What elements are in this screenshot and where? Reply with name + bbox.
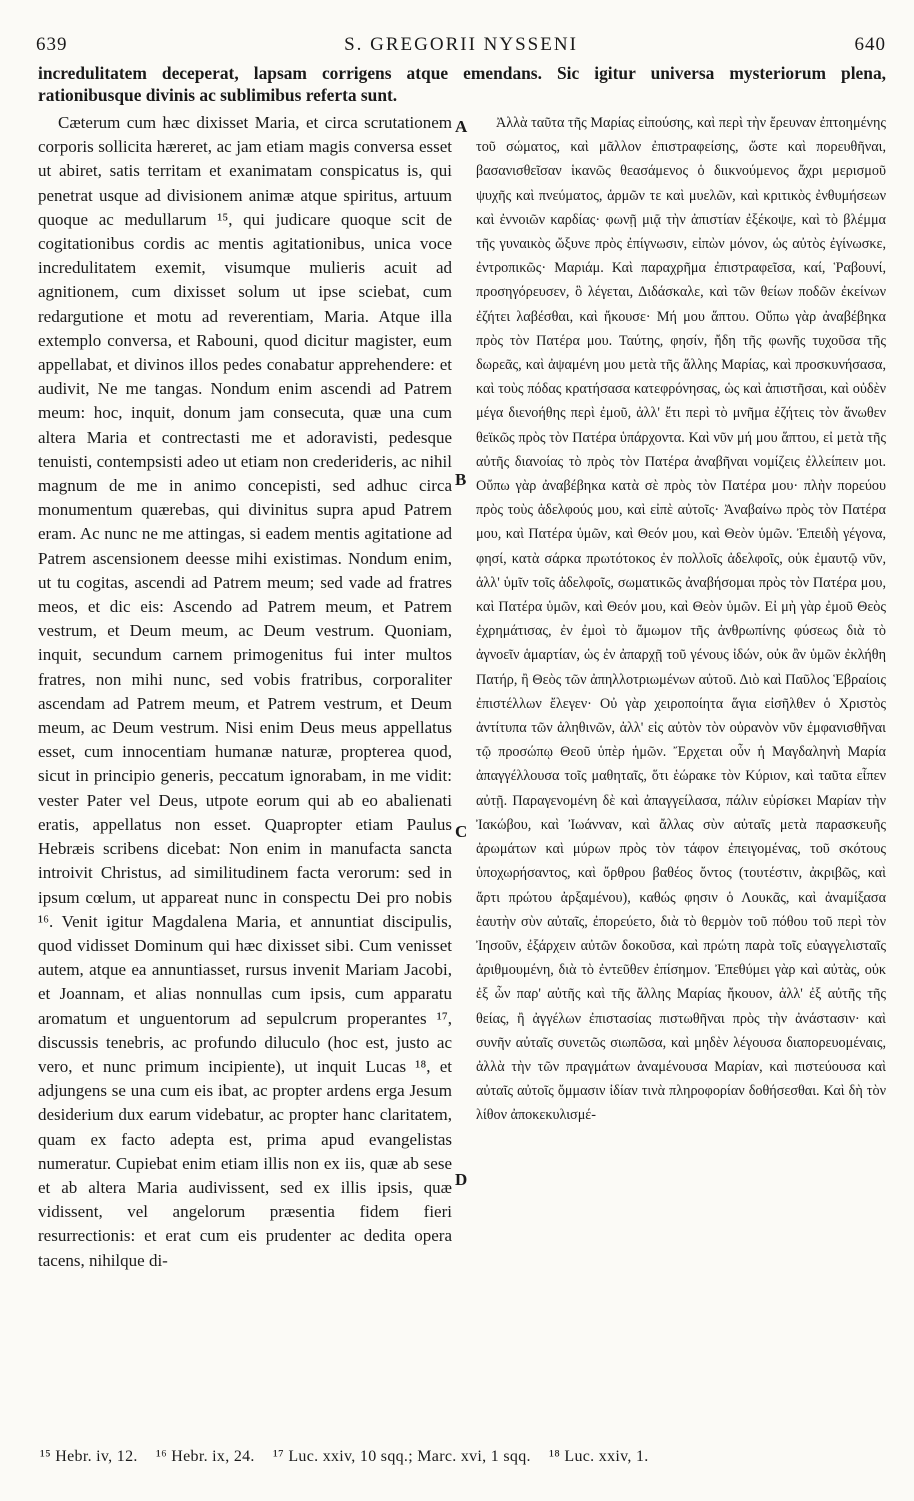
footnote: ¹⁷ Luc. xxiv, 10 sqq.; Marc. xvi, 1 sqq. <box>273 1448 531 1465</box>
running-header <box>36 34 886 62</box>
page-number-left: 639 <box>36 34 68 55</box>
margin-marker-c: C <box>455 822 468 841</box>
margin-marker-a: A <box>455 117 468 136</box>
footnotes <box>40 1448 874 1466</box>
footnote: ¹⁸ Luc. xxiv, 1. <box>549 1448 649 1465</box>
margin-marker-d: D <box>455 1170 468 1189</box>
latin-text: Cæterum cum hæc dixisset Maria, et circa scrutationem corporis sollicita hæreret, ac jam etiam magis conversa esset ut abiret, satis territam et exanimatam conspicatus is, qui penetrat usque ad divisionem animæ atque spiritus, artuum quoque ac medullarum ¹⁵, qui judicare quoque scit de cogitationibus cordis ac mentis agitationibus, unica voce incredulitatem exemit, visumque mulieris acuit ad agnitionem, cum dixisset solum ut ipse sciebat, cum redargutione et motu ad reverentiam, Maria. Atque illa extemplo conversa, et Rabouni, quod dicitur magister, eum appellabat, et divinos illos pedes conabatur apprehendere: et audivit, Ne me tangas. Nondum enim ascendi ad Patrem meum: hoc, inquit, donum jam consecuta, quæ una cum altera Maria et contrectasti me et adoravisti, pedesque tenuisti, contempsisti adeo ut etiam non crederideris, ac nihil magnum de me in animo concepisti, sed adhuc circa monumentum quærebas, qui divinitus supra apud Patrem eram. Ac nunc ne me attingas, si eadem mentis agitatione ad Patrem ascensionem deesse mihi existimas. Nondum enim, ut tu cogitas, ascendi ad Patrem meum; sed vade ad fratres meos, et dic eis: Ascendo ad Patrem meum, et Patrem vestrum, et Deum meum, ac Deum vestrum. Quoniam, inquit, secundum carnem primogenitus fui inter multos fratres, non mihi nunc, sed vobis fratribus, corporaliter ascendam ad Patrem meum, et Patrem vestrum, et Deum meum, ac Deum vestrum. Nisi enim Deus meus appellatus esset, cum innocentiam humanæ naturæ, propterea quod, sicut in principio generis, peccatum ignorabam, in me vidit: vester Pater vel Deus, utpote eorum qui ab eo abalienati eratis, appellatus non esset. Quapropter etiam Paulus Hebræis scribens dicebat: Non enim in manufacta sancta introivit Christus, ad similitudinem facta verorum: sed in ipsum cœlum, ut appareat nunc in conspectu Dei pro nobis ¹⁶. Venit igitur Magdalena Maria, et annuntiat discipulis, quod vidisset Dominum qui hæc dixisset sibi. Cum venisset autem, atque ea annuntiasset, rursus invenit Mariam Jacobi, et Joannam, et alias nonnullas cum ipsis, cum apparatu aromatum et unguentorum ad sepulcrum properantes ¹⁷, discussis tenebris, ac profundo diluculo (hoc est, justo ac vero, et nunc primum incipiente), ut inquit Lucas ¹⁸, et adjungens se una cum eis ibat, ac propter ardens erga Jesum desiderium dux earum videbatur, ac propter hanc claritatem, quam ex facto adepta est, prima apud evangelistas numeratur. Cupiebat enim etiam illis non ex iis, quæ ab sese et ab altera Maria audivissent, sed ex illis ipsis, quæ vidissent, vel angelorum præsentia fidem fieri resurrectionis: et erat cum eis prudenter ac dedita opera tacens, nihilque di- <box>38 113 452 1270</box>
greek-column <box>476 111 886 1128</box>
page-number-right: 640 <box>854 34 886 55</box>
footnote: ¹⁵ Hebr. iv, 12. <box>40 1448 138 1465</box>
margin-marker-b: B <box>455 470 467 489</box>
running-title: S. GREGORII NYSSENI <box>344 34 578 55</box>
footnote: ¹⁶ Hebr. ix, 24. <box>156 1448 255 1465</box>
greek-text: Ἀλλὰ ταῦτα τῆς Μαρίας εἰπούσης, καὶ περὶ τὴν ἔρευναν ἐπτοημένης τοῦ σώματος, καὶ μᾶλλον ἐπιστραφείσης, ὥστε καὶ πορευθῆναι, βασανισθεῖσαν ἱκανῶς θεασάμενος ὁ διικνούμενος ἄχρι μερισμοῦ ψυχῆς καὶ πνεύματος, ἁρμῶν τε καὶ μυελῶν, καὶ κριτικὸς ἐνθυμήσεων καὶ ἐννοιῶν καρδίας· φωνῇ μιᾷ τὴν ἀπιστίαν ἐξέκοψε, καὶ τὸ βλέμμα τῆς γυναικὸς ὤξυνε πρὸς ἐπίγνωσιν, εἰπὼν μόνον, ὡς αὐτὸς ἐγίνωσκε, ἐντροπικῶς· Μαριάμ. Καὶ παραχρῆμα ἐπιστραφεῖσα, καί, Ῥαβουνί, προσηγόρευσεν, ὃ λέγεται, Διδάσκαλε, καὶ τῶν θείων ποδῶν ἐκείνων ἐζήτει λαβέσθαι, καὶ ἤκουσε· Μή μου ἅπτου. Οὔπω γὰρ ἀναβέβηκα πρὸς τὸν Πατέρα μου. Ταύτης, φησίν, ἤδη τῆς φωνῆς τυχοῦσα τῆς δωρεᾶς, καὶ ἀψαμένη μου μετὰ τῆς ἄλλης Μαρίας, καὶ προσκυνήσασα, καὶ τοὺς πόδας κρατήσασα κατεφρόνησας, ὡς καὶ ἀπιστῆσαι, καὶ οὐδὲν μέγα διενοήθης περὶ ἐμοῦ, ἀλλ' ἔτι περὶ τὸ μνῆμα ἐζήτεις τὸν ἄνωθεν θεϊκῶς πρὸς τὸν Πατέρα ὑπάρχοντα. Καὶ νῦν μή μου ἅπτου, εἰ μετὰ τῆς αὐτῆς διανοίας τὸ πρὸς τὸν Πατέρα ἀναβῆναι νομίζεις ἐλλείπειν μοι. Οὔπω γὰρ ἀναβέβηκα κατὰ σὲ πρὸς τὸν Πατέρα μου· πλὴν πορεύου πρὸς τοὺς ἀδελφούς μου, καὶ εἰπὲ αὐτοῖς· Ἀναβαίνω πρὸς τὸν Πατέρα μου, καὶ Πατέρα ὑμῶν, καὶ Θεόν μου, καὶ Θεὸν ὑμῶν. Ἐπειδὴ γέγονα, φησί, κατὰ σάρκα πρωτότοκος ἐν πολλοῖς ἀδελφοῖς, οὐκ ἐμαυτῷ νῦν, ἀλλ' ὑμῖν τοῖς ἀδελφοῖς, σωματικῶς ἀναβήσομαι πρὸς τὸν Πατέρα μου, καὶ Πατέρα ὑμῶν, καὶ Θεόν μου, καὶ Θεὸν ὑμῶν. Εἰ μὴ γὰρ ἐμοῦ Θεὸς ἐχρημάτισας, ἐν ἐμοὶ τὸ ἄμωμον τῆς ἀνθρωπίνης φύσεως διὰ τὸ ἀγνοεῖν ἁμαρτίαν, ὡς ἐν ἀπαρχῇ τοῦ γένους ἰδών, οὐκ ἂν ὑμῶν ἐκλήθη Πατήρ, ἢ Θεὸς τῶν ἀπηλλοτριωμένων αὐτοῦ. Διὸ καὶ Παῦλος Ἑβραίοις ἐπιστέλλων ἔλεγεν· Οὐ γὰρ χειροποίητα ἅγια εἰσῆλθεν ὁ Χριστὸς ἀντίτυπα τῶν ἀληθινῶν, ἀλλ' εἰς αὐτὸν τὸν οὐρανὸν νῦν ἐμφανισθῆναι τῷ προσώπῳ Θεοῦ ὑπὲρ ἡμῶν. Ἔρχεται οὖν ἡ Μαγδαληνὴ Μαρία ἀπαγγέλλουσα τοῖς μαθηταῖς, ὅτι ἑώρακε τὸν Κύριον, καὶ ταῦτα εἶπεν αὐτῇ. Παραγενομένη δὲ καὶ ἀπαγγείλασα, πάλιν εὑρίσκει Μαρίαν τὴν Ἰακώβου, καὶ Ἰωάνναν, καὶ ἄλλας σὺν αὐταῖς μετὰ παρασκευῆς ἀρωμάτων καὶ μύρων πρὸς τὸν τάφον ἐπειγομένας, τοῦ σκότους ὑποχωρήσαντος, καὶ ὄρθρου βαθέος ὄντος (τουτέστιν, ἀκριβῶς, καὶ ἄρτι πρώτου ἀρξαμένου), καθώς φησιν ὁ Λουκᾶς, καὶ ἀναμίξασα ἑαυτὴν σὺν αὐταῖς, ἐπορεύετο, διὰ τὸ θερμὸν τοῦ πόθου τοῦ περὶ τὸν Ἰησοῦν, ἐξάρχειν αὐτῶν δοκοῦσα, καὶ πρώτη παρὰ τοῖς εὐαγγελισταῖς ἀριθμουμένη, διὰ τὸ ἐντεῦθεν ἐπίσημον. Ἐπεθύμει γὰρ καὶ αὐτὰς, οὐκ ἐξ ὧν παρ' αὐτῆς καὶ τῆς ἄλλης Μαρίας ἤκουον, ἀλλ' ἐξ αὐτῆς τῆς θείας, ἢ ἀγγέλων ἐπιστασίας πιστωθῆναι πρὸς τὴν ἀνάστασιν· καὶ συνῆν αὐταῖς συνετῶς σιωπῶσα, καὶ μηδὲν λέγουσα διαπορευομέναις, ἀλλὰ τὴν τῶν πραγμάτων ἀναμένουσα Μαρίαν, καὶ πιστεύουσα καὶ αὐταῖς αὐτοῖς ὄμμασιν ἰδίαν τινὰ πληροφορίαν δοθήσεσθαι. Καὶ δὴ τὸν λίθον ἀποκεκυλισμέ- <box>476 115 886 1124</box>
intro-paragraph <box>38 62 886 106</box>
latin-column <box>38 111 452 1273</box>
intro-text: incredulitatem deceperat, lapsam corrigens atque emendans. Sic igitur universa mysteriorum plena, rationibusque divinis ac sublimibus referta sunt. <box>38 63 886 105</box>
